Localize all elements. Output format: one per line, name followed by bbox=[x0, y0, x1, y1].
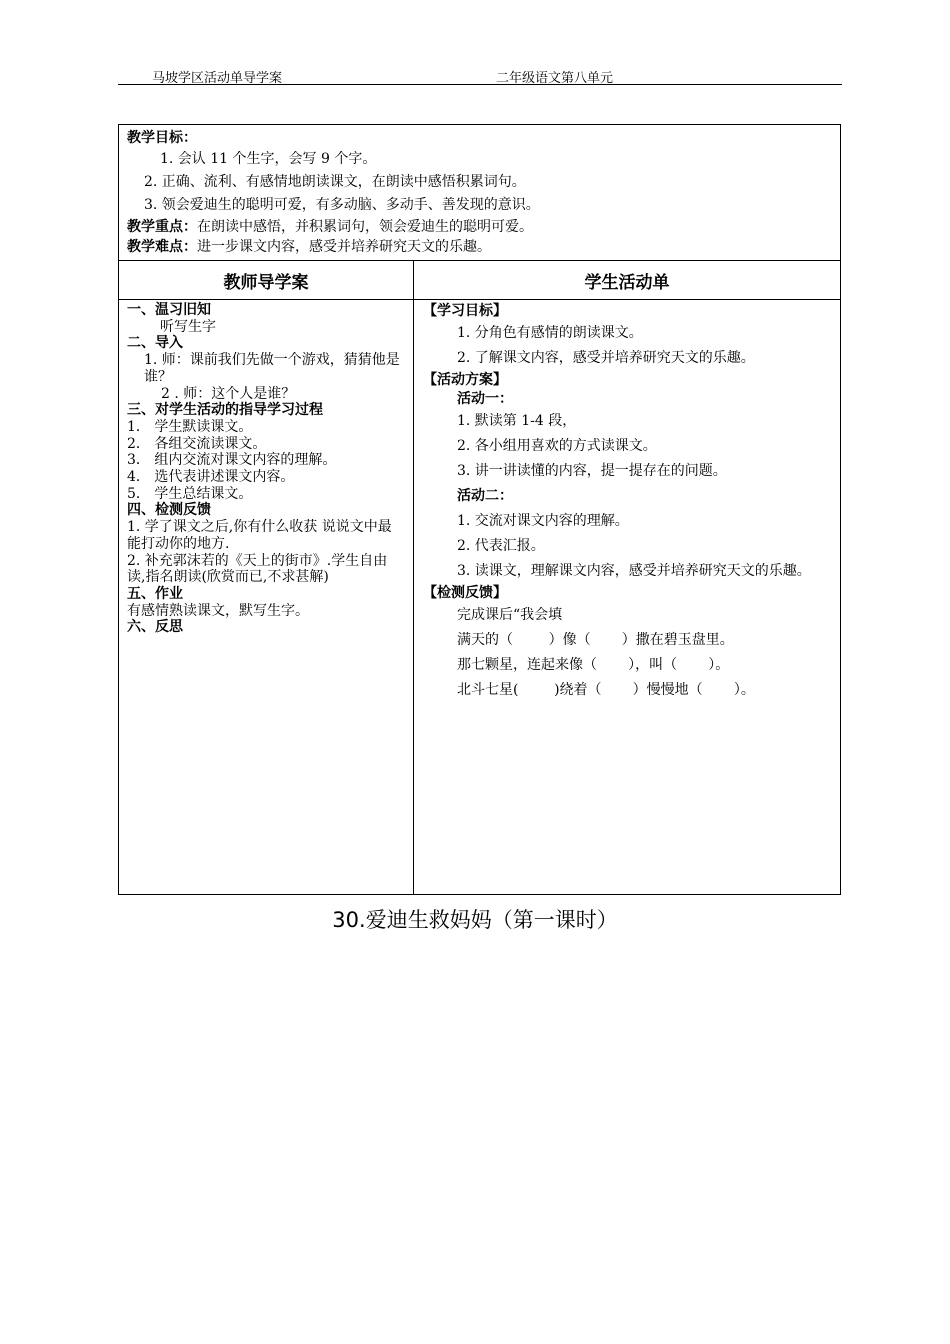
activity-1-item: 3. 讲一讲读懂的内容，提一提存在的问题。 bbox=[457, 463, 727, 479]
teacher-section-3-item: 3． 组内交流对课文内容的理解。 bbox=[127, 452, 337, 469]
activity-2-item: 1. 交流对课文内容的理解。 bbox=[457, 513, 629, 529]
key-label: 教学重点： bbox=[127, 219, 197, 235]
student-column-heading: 学生活动单 bbox=[413, 260, 841, 300]
goal-3: 3. 领会爱迪生的聪明可爱，有多动脑、多动手、善发现的意识。 bbox=[144, 197, 540, 213]
key-point bbox=[127, 217, 832, 237]
header-right: 二年级语文第八单元 bbox=[496, 71, 614, 86]
feedback-line: 那七颗星，连起来像（ ），叫（ ）。 bbox=[457, 657, 730, 673]
teacher-section-5-line: 有感情熟读课文，默写生字。 bbox=[127, 602, 309, 619]
activity-2-item-3: 3. 读课文，理解课文内容，感受并培养研究天文的乐趣。 bbox=[457, 563, 811, 579]
difficulty-point bbox=[127, 237, 832, 257]
key-text: 在朗读中感悟，并积累词句，领会爱迪生的聪明可爱。 bbox=[197, 219, 533, 235]
teacher-section-3-item: 2． 各组交流读课文。 bbox=[127, 435, 267, 452]
student-goal: 2. 了解课文内容，感受并培养研究天文的乐趣。 bbox=[457, 350, 755, 366]
goal-1: 1. 会认 11 个生字，会写 9 个字。 bbox=[160, 151, 377, 167]
teacher-section-3-item: 5． 学生总结课文。 bbox=[127, 485, 253, 502]
teacher-section-5-title: 五、作业 bbox=[127, 585, 183, 602]
teacher-section-3-item: 4． 选代表讲述课文内容。 bbox=[127, 469, 295, 486]
activity-1-item: 2. 各小组用喜欢的方式读课文。 bbox=[457, 438, 657, 454]
student-activity-column bbox=[413, 299, 841, 895]
page-header bbox=[118, 64, 842, 85]
header-left: 马坡学区活动单导学案 bbox=[152, 71, 283, 86]
teacher-column-heading: 教师导学案 bbox=[118, 260, 414, 300]
goal-2: 2. 正确、流利、有感情地朗读课文，在朗读中感悟积累词句。 bbox=[144, 174, 526, 190]
teacher-section-4-line-2: 2. 补充郭沫若的《天上的街市》.学生自由读,指名朗读(欣赏而已,不求甚解) bbox=[127, 552, 388, 586]
teacher-section-2-line-1-text: 1. 师：课前我们先做一个游戏，猜猜他是谁？ bbox=[144, 352, 400, 385]
teacher-guide-column bbox=[118, 299, 414, 895]
activity-1-title: 活动一： bbox=[457, 391, 513, 407]
difficulty-label: 教学难点： bbox=[127, 239, 197, 255]
teacher-section-1-line: 听写生字 bbox=[160, 318, 216, 335]
feedback-line: 满天的（ ）像（ ）撒在碧玉盘里。 bbox=[457, 632, 734, 648]
difficulty-text: 进一步课文内容，感受并培养研究天文的乐趣。 bbox=[197, 239, 491, 255]
student-feedback-title: 【检测反馈】 bbox=[423, 585, 507, 601]
lesson-title: 30.爱迪生救妈妈（第一课时） bbox=[332, 908, 618, 932]
teacher-section-2-line-1 bbox=[127, 352, 405, 385]
student-goal: 1. 分角色有感情的朗读课文。 bbox=[457, 325, 643, 341]
teacher-section-3-title: 三、对学生活动的指导学习过程 bbox=[127, 402, 323, 419]
teacher-section-2-line-2: 2 . 师：这个人是谁？ bbox=[161, 385, 296, 402]
feedback-line: 完成课后“我会填 bbox=[457, 607, 563, 623]
activity-2-item: 2. 代表汇报。 bbox=[457, 538, 545, 554]
feedback-line: 北斗七星( )绕着（ ）慢慢地（ ）。 bbox=[457, 682, 755, 698]
activity-2-title: 活动二： bbox=[457, 488, 513, 504]
student-plan-title: 【活动方案】 bbox=[423, 372, 507, 388]
activity-1-item: 1. 默读第 1-4 段， bbox=[457, 413, 577, 429]
student-goals-title: 【学习目标】 bbox=[423, 303, 507, 319]
teacher-section-1-title: 一、温习旧知 bbox=[127, 302, 211, 318]
goals-label: 教学目标： bbox=[127, 130, 197, 146]
teacher-section-6-title: 六、反思 bbox=[127, 619, 183, 636]
teacher-section-3-item: 1． 学生默读课文。 bbox=[127, 418, 253, 435]
teacher-section-4-title: 四、检测反馈 bbox=[127, 502, 211, 519]
teacher-section-4-line-1: 1. 学了课文之后,你有什么收获 说说文中最能打动你的地方. bbox=[127, 519, 392, 552]
teaching-objectives-box bbox=[118, 124, 841, 261]
teacher-section-2-title: 二、导入 bbox=[127, 335, 183, 352]
